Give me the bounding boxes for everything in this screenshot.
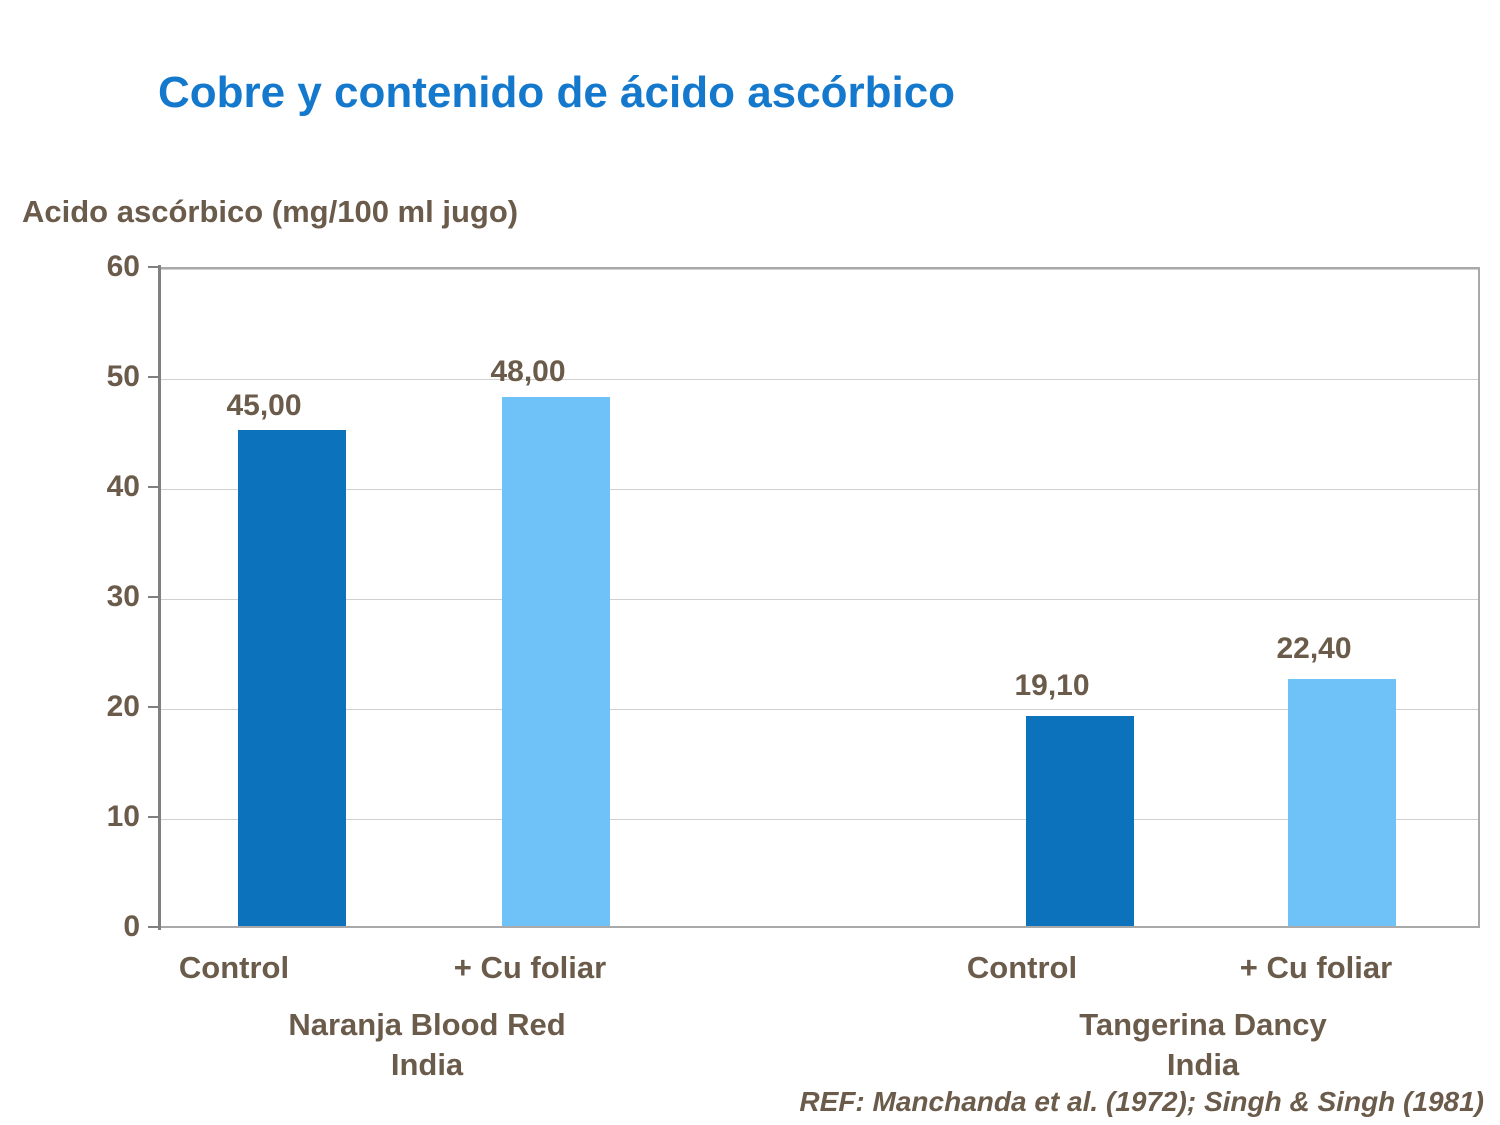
bar-value-label: 48,00 <box>490 355 566 388</box>
bar-value-label: 22,40 <box>1276 632 1352 665</box>
y-tick-50 <box>148 376 158 378</box>
y-tick-label: 20 <box>106 690 140 723</box>
x-group-label-naranja-line1: Naranja Blood Red <box>288 1007 566 1042</box>
bar-control-tangerina[interactable] <box>1026 716 1134 926</box>
gridline-10 <box>158 819 1478 820</box>
y-tick-0 <box>148 926 158 928</box>
y-tick-label: 40 <box>106 470 140 503</box>
y-tick-40 <box>148 486 158 488</box>
y-tick-label: 60 <box>106 250 140 283</box>
x-group-label-naranja-line2: India <box>390 1047 464 1082</box>
x-category-label-control-tangerina: Control <box>966 950 1078 985</box>
y-tick-10 <box>148 816 158 818</box>
gridline-40 <box>158 489 1478 490</box>
x-group-label-tangerina-line2: India <box>1166 1047 1240 1082</box>
gridline-50 <box>158 379 1478 380</box>
x-category-label-cu-tangerina: + Cu foliar <box>1239 950 1393 985</box>
x-category-label-control-naranja: Control <box>178 950 290 985</box>
bar-cu-foliar-naranja[interactable] <box>502 397 610 926</box>
gridline-30 <box>158 599 1478 600</box>
bar-cu-foliar-tangerina[interactable] <box>1288 679 1396 926</box>
x-category-label-cu-naranja: + Cu foliar <box>453 950 607 985</box>
y-tick-60 <box>148 266 158 268</box>
y-tick-20 <box>148 706 158 708</box>
y-tick-label: 30 <box>106 580 140 613</box>
bar-value-label: 45,00 <box>226 389 302 422</box>
y-tick-label: 50 <box>106 360 140 393</box>
plot-area <box>158 267 1480 928</box>
gridline-60 <box>158 269 1478 270</box>
gridline-20 <box>158 709 1478 710</box>
y-axis-tick-labels <box>0 0 140 1125</box>
page-title: Cobre y contenido de ácido ascórbico <box>158 68 956 117</box>
bar-control-naranja[interactable] <box>238 430 346 926</box>
y-tick-label: 10 <box>106 800 140 833</box>
x-group-label-tangerina-line1: Tangerina Dancy <box>1079 1007 1327 1042</box>
bar-value-label: 19,10 <box>1014 669 1090 702</box>
y-axis-line <box>158 265 161 930</box>
y-tick-label: 0 <box>123 910 140 943</box>
y-tick-30 <box>148 596 158 598</box>
reference-note: REF: Manchanda et al. (1972); Singh & Singh (1981) <box>799 1086 1484 1117</box>
y-axis-title: Acido ascórbico (mg/100 ml jugo) <box>22 194 519 229</box>
